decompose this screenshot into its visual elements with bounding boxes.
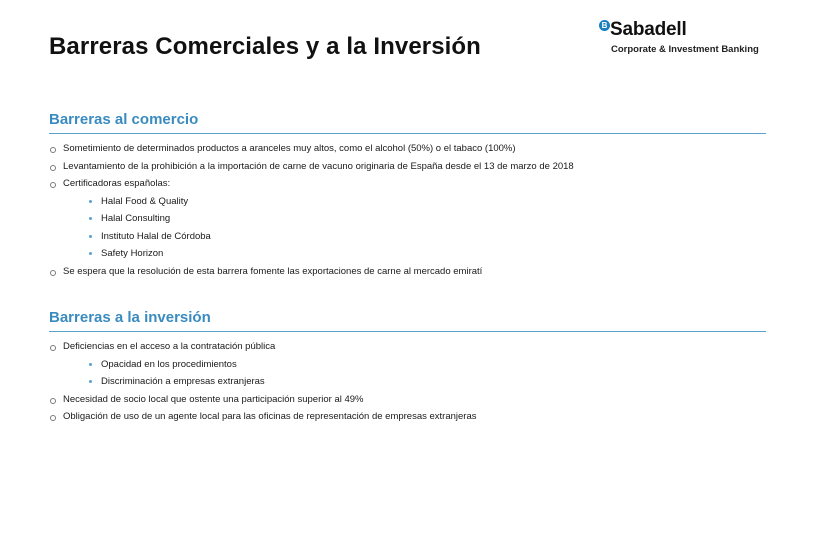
dot-bullet-icon (89, 200, 92, 203)
list-item-text: Sometimiento de determinados productos a aranceles muy altos, como el alcohol (50%) o el tabaco (100%) (63, 143, 516, 154)
list-item (49, 263, 766, 281)
list-item (49, 338, 766, 356)
list-item-text: Obligación de uso de un agente local para las oficinas de representación de empresas extranjeras (63, 411, 477, 422)
circle-bullet-icon (50, 345, 56, 351)
list-item-text: Certificadoras españolas: (63, 178, 171, 189)
list-item (49, 391, 766, 409)
dot-bullet-icon (89, 252, 92, 255)
certifiers-sublist-container (49, 193, 766, 263)
sub-list-item (49, 193, 766, 211)
investment-sublist-container (49, 356, 766, 391)
circle-bullet-icon (50, 165, 56, 171)
section-investment-barriers (49, 309, 766, 426)
list-item (49, 140, 766, 158)
list-item-text: Necesidad de socio local que ostente una participación superior al 49% (63, 393, 364, 405)
section-trade-barriers (49, 111, 766, 280)
dot-bullet-icon (89, 363, 92, 366)
sub-list-item-text: Halal Food & Quality (101, 195, 189, 207)
sub-list-item-text: Opacidad en los procedimientos (101, 358, 237, 370)
dot-bullet-icon (89, 380, 92, 383)
dot-bullet-icon (89, 235, 92, 238)
section-heading-investment: Barreras a la inversión (49, 309, 766, 332)
circle-bullet-icon (50, 270, 56, 276)
sub-list-item (49, 210, 766, 228)
sabadell-logo (597, 18, 797, 58)
investment-sublist (49, 356, 766, 391)
sub-list-item-text: Instituto Halal de Córdoba (101, 230, 211, 242)
list-item-text: Levantamiento de la prohibición a la importación de carne de vacuno originaria de España desde el 13 de marzo de 2018 (63, 160, 574, 172)
logo-subtitle: Corporate & Investment Banking (611, 44, 759, 55)
logo-brand-name: Sabadell (610, 19, 687, 40)
sub-list-item-text: Halal Consulting (101, 213, 171, 224)
circle-bullet-icon (50, 415, 56, 421)
section-heading-trade: Barreras al comercio (49, 111, 766, 134)
dot-bullet-icon (89, 217, 92, 220)
certifiers-sublist (49, 193, 766, 263)
investment-barriers-list (49, 338, 766, 426)
sabadell-logo-icon: B (599, 20, 610, 31)
sub-list-item (49, 373, 766, 391)
list-item (49, 408, 766, 426)
list-item-text: Se espera que la resolución de esta barrera fomente las exportaciones de carne al mercado emiratí (63, 265, 483, 277)
circle-bullet-icon (50, 398, 56, 404)
sub-list-item (49, 245, 766, 263)
list-item (49, 158, 766, 176)
sub-list-item (49, 228, 766, 246)
page-title: Barreras Comerciales y a la Inversión (49, 33, 481, 60)
sub-list-item-text: Safety Horizon (101, 248, 164, 259)
list-item (49, 175, 766, 193)
sub-list-item-text: Discriminación a empresas extranjeras (101, 376, 265, 387)
sub-list-item (49, 356, 766, 374)
list-item-text: Deficiencias en el acceso a la contratación pública (63, 341, 276, 352)
circle-bullet-icon (50, 182, 56, 188)
circle-bullet-icon (50, 147, 56, 153)
trade-barriers-list (49, 140, 766, 280)
